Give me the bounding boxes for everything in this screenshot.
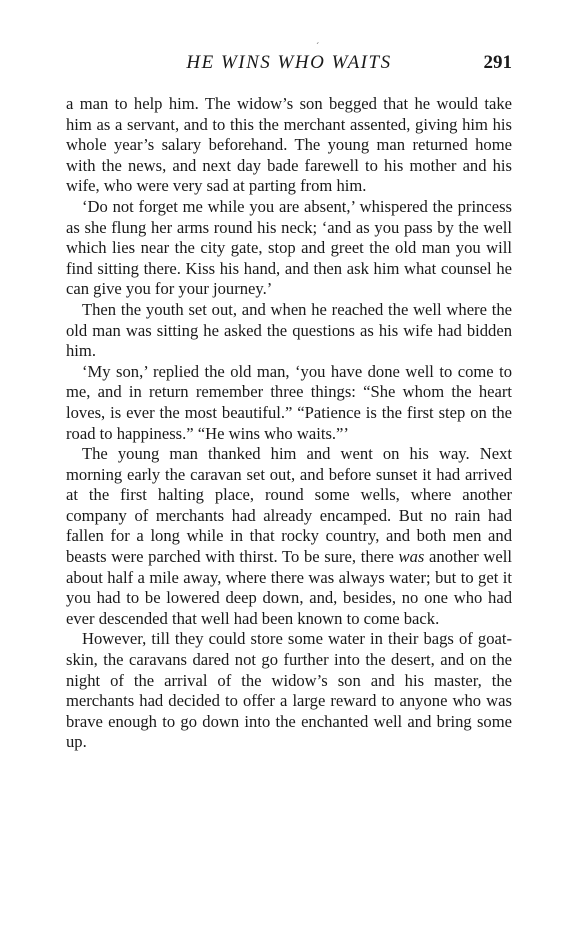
paragraph-2: ‘Do not forget me while you are absent,’ whispered the princess as she flung her arms round his neck; ‘and as you pass by the well which lies near the city gate, stop and greet the old man you will find sitting there. Kiss his hand, and then ask him what counsel he can give you for your journey.’	[66, 196, 512, 299]
page-header	[66, 42, 512, 80]
paragraph-4: ‘My son,’ replied the old man, ‘you have done well to come to me, and in return remember three things: “She whom the heart loves, is ever the most beautiful.” “Patience is the first step on the road to happiness.” “He wins who waits.”’	[66, 361, 512, 443]
paragraph-5	[66, 444, 512, 629]
paragraph-5-text-before: The young man thanked him and went on his way. Next morning early the caravan set out, and before sunset it had arrived at the first halting place, round some wells, where another company of merchants had already encamped. But no rain had fallen for a long while in that rocky country, and both men and beasts were parched with thirst. To be sure, there	[66, 444, 512, 567]
paragraph-3: Then the youth set out, and when he reached the well where the old man was sitting he asked the questions as his wife had bidden him.	[66, 299, 512, 361]
body-text	[66, 94, 512, 753]
paragraph-5-text-after: another well about half a mile away, where there was always water; but to get it you had to be lowered deep down, and, besides, no one who had ever descended that well had been known to come back.	[66, 547, 513, 628]
paragraph-6: However, till they could store some water in their bags of goat-skin, the caravans dared not go further into the desert, and on the night of the arrival of the widow’s son and his master, the merchants had decided to offer a large reward to anyone who was brave enough to go down into the enchanted well and bring some up.	[66, 629, 512, 752]
running-title: HE WINS WHO WAITS	[186, 52, 392, 73]
paragraph-5-emphasis: was	[398, 547, 425, 567]
paragraph-1: a man to help him. The widow’s son begged that he would take him as a servant, and to this the merchant assented, giving him his whole year’s salary beforehand. The young man returned home with the news, and next day bade farewell to his mother and his wife, who were very sad at parting from him.	[66, 94, 512, 196]
header-mark: ´	[316, 42, 320, 53]
page-number: 291	[483, 52, 512, 73]
